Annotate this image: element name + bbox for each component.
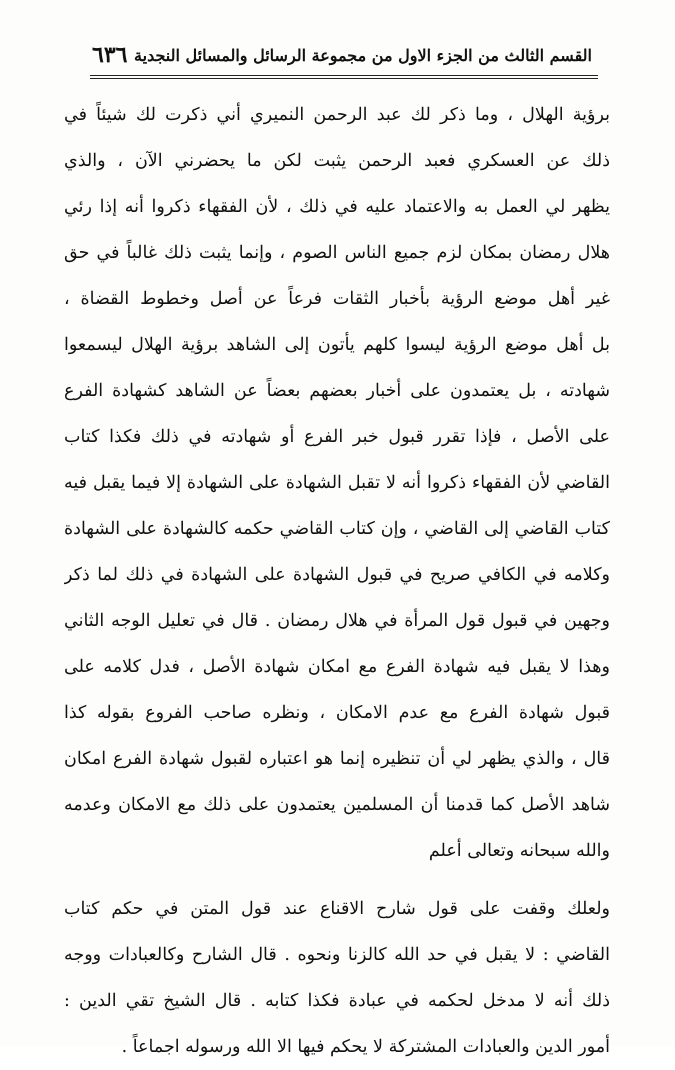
- text-line: كتاب القاضي إلى القاضي ، وإن كتاب القاضي حكمه كالشهادة على الشهادة: [64, 519, 610, 539]
- text-line: يظهر لي العمل به والاعتماد عليه في ذلك ، لأن الفقهاء ذكروا أنه إذا رئي: [64, 197, 610, 217]
- body-text: [64, 92, 610, 1070]
- text-line: وجهين في قبول قول المرأة في هلال رمضان . قال في تعليل الوجه الثاني: [64, 611, 610, 631]
- text-line: وكلامه في الكافي صريح في قبول الشهادة على الشهادة في ذلك لما ذكر: [64, 565, 610, 585]
- text-line: على الأصل ، فإذا تقرر قبول خبر الفرع أو شهادته في ذلك فكذا كتاب: [64, 427, 610, 447]
- text-line: وهذا لا يقبل فيه شهادة الفرع مع امكان شهادة الأصل ، فدل كلامه على: [64, 657, 610, 677]
- closing-line: والله سبحانه وتعالى أعلم: [428, 841, 610, 861]
- text-line: شهادته ، بل يعتمدون على أخبار بعضهم بعضاً عن الشاهد كشهادة الفرع: [64, 381, 610, 401]
- text-line: بل أهل موضع الرؤية ليسوا كلهم يأتون إلى الشاهد برؤية الهلال ليسمعوا: [64, 335, 610, 355]
- text-line: هلال رمضان بمكان لزم جميع الناس الصوم ، وإنما يثبت ذلك غالباً في حق: [64, 243, 610, 263]
- page-header: [92, 38, 592, 72]
- paragraph-gap: [64, 874, 610, 886]
- text-line: ذلك أنه لا مدخل لحكمه في عبادة فكذا كتابه . قال الشيخ تقي الدين :: [64, 991, 610, 1011]
- text-line: ذلك عن العسكري فعبد الرحمن يثبت لكن ما يحضرني الآن ، والذي: [64, 151, 610, 171]
- text-line: ولعلك وقفت على قول شارح الاقناع عند قول المتن في حكم كتاب: [64, 899, 610, 919]
- header-rule: [90, 75, 598, 79]
- text-line: القاضي : لا يقبل في حد الله كالزنا ونحوه . قال الشارح وكالعبادات ووجه: [64, 945, 610, 965]
- text-line: غير أهل موضع الرؤية بأخبار الثقات فرعاً عن أصل وخطوط القضاة ،: [64, 289, 610, 309]
- text-line: شاهد الأصل كما قدمنا أن المسلمين يعتمدون على ذلك مع الامكان وعدمه: [64, 795, 610, 815]
- text-line: القاضي لأن الفقهاء ذكروا أنه لا تقبل الشهادة على الشهادة إلا فيما يقبل فيه: [64, 473, 610, 493]
- text-line: قبول شهادة الفرع مع عدم الامكان ، ونظره صاحب الفروع بقوله كذا: [64, 703, 610, 723]
- running-title: القسم الثالث من الجزء الاول من مجموعة الرسائل والمسائل النجدية: [134, 45, 592, 65]
- text-line: قال ، والذي يظهر لي أن تنظيره إنما هو اعتباره لقبول شهادة الفرع امكان: [64, 749, 610, 769]
- text-line: أمور الدين والعبادات المشتركة لا يحكم فيها الا الله ورسوله اجماعاً .: [121, 1037, 610, 1057]
- page-number: ٦٣٦: [92, 42, 128, 68]
- text-line: برؤية الهلال ، وما ذكر لك عبد الرحمن النميري أني ذكرت لك شيئاً في: [64, 105, 610, 125]
